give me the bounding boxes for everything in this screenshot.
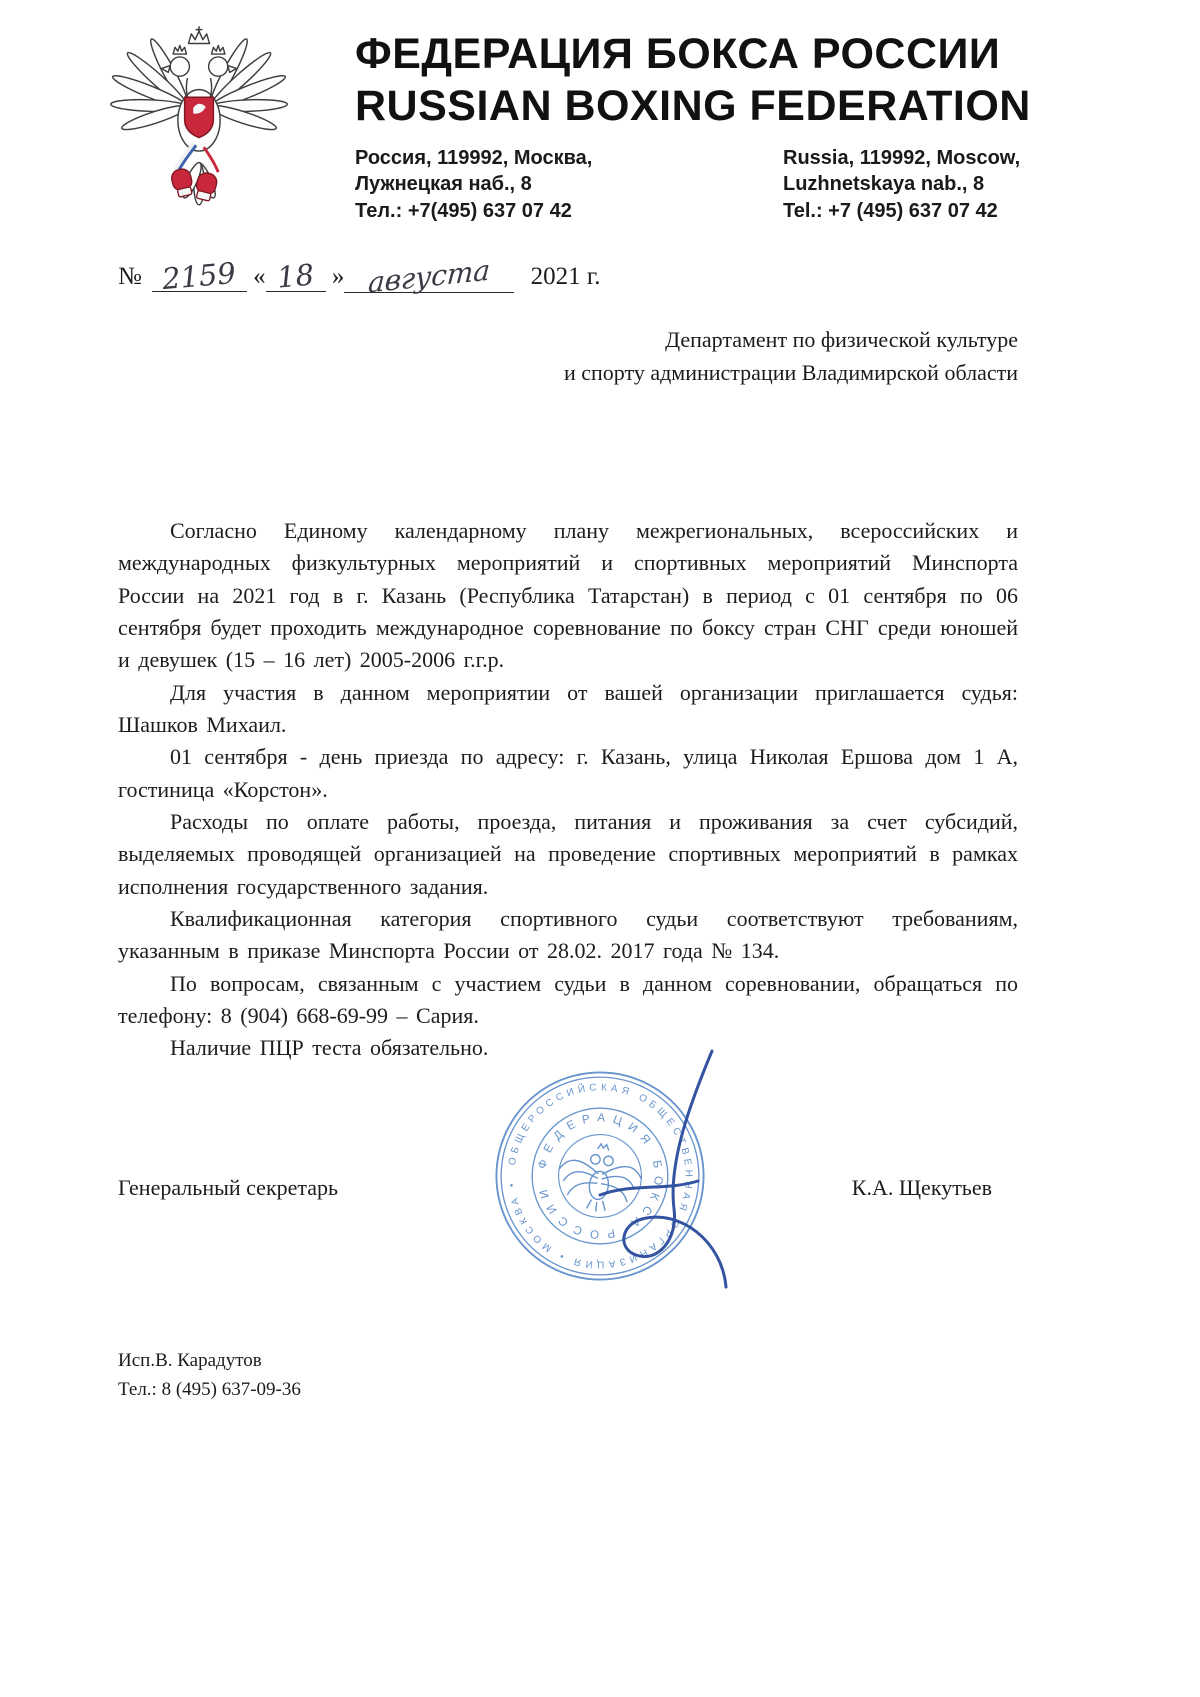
body-paragraph: Квалификационная категория спортивного судьи соответствуют требованиям, указанным в приказе Минспорта России от 28.02. 2017 года № 134. <box>118 905 1018 964</box>
address-ru-line: Россия, 119992, Москва, <box>355 146 593 169</box>
address-ru-line: Лужнецкая наб., 8 <box>355 173 532 196</box>
address-en-line: Luzhnetskaya nab., 8 <box>783 173 985 196</box>
addressee-block <box>0 323 1200 389</box>
ref-day-blank <box>266 257 326 295</box>
round-stamp-icon <box>474 1050 726 1302</box>
addressee-line-2: и спорту администрации Владимирской области <box>563 360 1018 385</box>
signature-area <box>0 1079 1200 1384</box>
svg-text:ФЕДЕРАЦИЯ БОКСА РОССИИ <box>528 1103 672 1247</box>
org-address-ru <box>355 145 783 224</box>
ref-date-line <box>118 253 1200 300</box>
org-title-en: RUSSIAN BOXING FEDERATION <box>355 82 1031 131</box>
ref-month-handwritten: августа <box>367 253 492 300</box>
address-ru-line: Тел.: +7(495) 637 07 42 <box>355 199 572 222</box>
org-addresses <box>355 145 1130 224</box>
ref-year: 2021 г. <box>530 263 601 290</box>
ref-number-label: № <box>118 263 142 290</box>
body-paragraph: Наличие ПЦР теста обязательно. <box>170 1035 489 1061</box>
signer-title: Генеральный секретарь <box>118 1174 339 1200</box>
letterhead <box>0 0 1200 239</box>
ref-day-handwritten: 18 <box>275 257 316 295</box>
signer-name: К.А. Щекутьев <box>851 1174 992 1200</box>
ref-number-blank <box>152 255 247 297</box>
org-title-ru: ФЕДЕРАЦИЯ БОКСА РОССИИ <box>355 30 1001 78</box>
footer-block <box>118 1346 301 1405</box>
body-paragraph: Для участия в данном мероприятии от вашей организации приглашается судья: Шашков Михаил. <box>118 679 1018 737</box>
executor-phone: Тел.: 8 (495) 637-09-36 <box>118 1379 301 1401</box>
addressee-line-1: Департамент по физической культуре <box>665 327 1018 352</box>
executor-name: Исп.В. Карадутов <box>118 1350 262 1371</box>
address-en-line: Tel.: +7 (495) 637 07 42 <box>783 199 998 222</box>
ref-month-blank <box>344 253 514 300</box>
body-paragraph: Согласно Единому календарному плану межрегиональных, всероссийских и международных физкультурных мероприятий и спортивных мероприятий Минспорта России на 2021 год в г. Казань (Республика Татарстан) в период с 01 сентября по 06 сентября будет проходить международное соревнование по боксу стран СНГ среди юношей и девушек (15 – 16 лет) 2005-2006 г.г.р. <box>118 518 1018 673</box>
body-paragraph: 01 сентября - день приезда по адресу: г. Казань, улица Николая Ершова дом 1 А, гостиница «Корстон». <box>118 744 1018 802</box>
letterhead-text <box>295 22 1130 239</box>
letter-body <box>118 515 1018 1065</box>
double-headed-eagle-emblem-icon <box>103 22 295 239</box>
body-paragraph: По вопросам, связанным с участием судьи в данном соревновании, обращаться по телефону: 8 (904) 668-69-99 – Сария. <box>118 970 1018 1028</box>
ref-close-quote: » <box>331 263 345 290</box>
stamp-outer-text: ОБЩЕРОССИЙСКАЯ ОБЩЕСТВЕННАЯ ОРГАНИЗАЦИЯ • МОСКВА • <box>506 1081 694 1270</box>
stamp-inner-text: ФЕДЕРАЦИЯ БОКСА РОССИИ <box>535 1110 665 1241</box>
body-paragraph: Расходы по оплате работы, проезда, питания и проживания за счет субсидий, выделяемых проводящей организацией на проведение спортивных мероприятий в рамках исполнения государственного задания. <box>118 808 1018 899</box>
org-address-en <box>783 145 1130 224</box>
address-en-line: Russia, 119992, Moscow, <box>783 146 1021 169</box>
ref-open-quote: « <box>253 263 266 290</box>
ref-number-handwritten: 2159 <box>161 255 238 297</box>
